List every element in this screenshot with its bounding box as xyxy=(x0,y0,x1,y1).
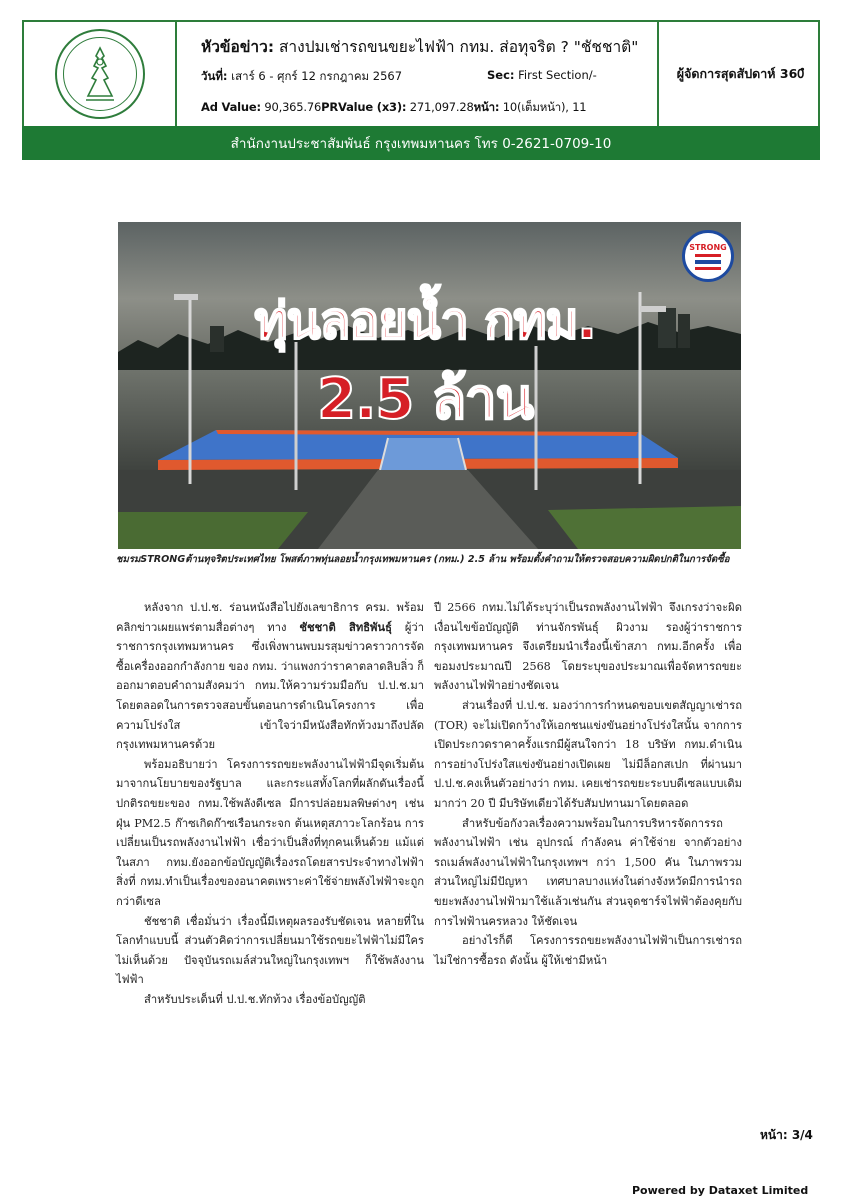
date-label: วันที่: xyxy=(201,69,228,83)
article-paragraph: ชัชชาติ เชื่อมั่นว่า เรื่องนี้มีเหตุผลรองรับชัดเจน หลายที่ในโลกทำแบบนี้ ส่วนตัวคิดว่าการเปลี่ยนมาใช้รถขยะไฟฟ้าไม่มีใครไม่เห็นด้วย ปัจจุบันรถเมล์ส่วนใหญ่ในกรุงเทพฯ ก็ใช้พลังงานไฟฟ้า xyxy=(116,914,424,987)
article-paragraph: พร้อมอธิบายว่า โครงการรถขยะพลังงานไฟฟ้ามีจุดเริ่มต้นมาจากนโยบายของรัฐบาล และกระแสทั้งโลกที่ผลักดันเรื่องนี้ ปกติรถขยะของ กทม.ใช้พลังดีเซล มีการปล่อยมลพิษต่างๆ เช่น ฝุ่น PM2.5 ก๊าซเกิดก๊าซเรือนกระจก ต้นเหตุสภาวะโลกร้อน การเปลี่ยนเป็นรถพลังงานไฟฟ้า เชื่อว่าเป็นสิ่งที่ทุกคนเห็นด้วย แม้แต่ในสภา กทม.ยังออกข้อบัญญัติเรื่องรถโดยสารประจำทางไฟฟ้า สิ่งที่ กทม.ทำเป็นเรื่องของอนาคตเพราะค่าใช้จ่ายพลังไฟฟ้าจะถูกกว่าดีเซล xyxy=(116,757,424,908)
article-paragraph xyxy=(116,598,424,755)
strong-badge-text: STRONG xyxy=(689,242,727,252)
logo-cell xyxy=(24,22,177,126)
thai-flag-icon xyxy=(695,254,721,270)
article-column-left xyxy=(116,598,424,1009)
ad-value: 90,365.76 xyxy=(264,100,322,114)
date-text: เสาร์ 6 - ศุกร์ 12 กรกฎาคม 2567 xyxy=(231,69,403,83)
value-row xyxy=(201,99,586,117)
publication-name: ผู้จัดการสุดสัปดาห์ 360ํ xyxy=(676,66,805,81)
clipping-info xyxy=(179,22,659,126)
headline-text: สางปมเช่ารถขนขยะไฟฟ้า กทม. ส่อทุจริต ? "ชัชชาติ" xyxy=(278,38,639,56)
bma-seal-logo xyxy=(55,29,145,119)
clipping-header xyxy=(22,20,820,126)
strong-badge-logo xyxy=(682,230,734,282)
page-value: 10(เต็มหน้า), 11 xyxy=(502,100,587,114)
powered-by-credit: Powered by Dataxet Limited xyxy=(632,1184,809,1197)
page-indicator: หน้า: 3/4 xyxy=(760,1128,813,1142)
ad-value-label: Ad Value: xyxy=(201,100,261,114)
paragraph-text: ผู้ว่าราชการกรุงเทพมหานคร ซึ่งเพิ่งพานพบมรสุมข่าวคราวการจัดซื้อเครื่องออกกำลังกาย ของ กทม. ว่าแพงกว่าราคาตลาดลิบลิ่ว ก็ออกมาตอบคำถามสังคมว่า กทม.ให้ความร่วมมือกับ ป.ป.ช.มาโดยตลอดในการตรวจสอบขั้นตอนการดำเนินโครงการ เพื่อความโปร่งใส เข้าใจว่ามีหนังสือทักท้วงมาถึงปลัดกรุงเทพมหานครด้วย xyxy=(116,620,424,752)
office-contact-bar: สำนักงานประชาสัมพันธ์ กรุงเทพมหานคร โทร 0-2621-0709-10 xyxy=(22,126,820,160)
article-paragraph: ส่วนเรื่องที่ ป.ป.ช. มองว่าการกำหนดขอบเขตสัญญาเช่ารถ (TOR) จะไม่เปิดกว้างให้เอกชนแข่งขันอย่างโปร่งใสนั้น จากการเปิดประกวดราคาครั้งแรกมีผู้สนใจกว่า 18 บริษัท กทม.ดำเนินการอย่างโปร่งใสแข่งขันอย่างเปิดเผย ไม่มีล็อกสเปก ที่ผ่านมา ป.ป.ช.คงเห็นตัวอย่างว่า กทม. เคยเช่ารถขยะระบบดีเซลแบบเดิมมากว่า 20 ปี มีบริษัทเดียวได้รับสัมปทานมาโดยตลอด xyxy=(434,698,742,810)
person-name: ชัชชาติ สิทธิพันธุ์ xyxy=(299,619,392,634)
headline-row xyxy=(201,34,638,59)
section-text: First Section/- xyxy=(518,68,597,82)
article-paragraph: อย่างไรก็ดี โครงการรถขยะพลังงานไฟฟ้าเป็นการเช่ารถ ไม่ใช่การซื้อรถ ดังนั้น ผู้ให้เช่ามีหน้า xyxy=(434,934,742,967)
article-paragraph: สำหรับประเด็นที่ ป.ป.ช.ทักท้วง เรื่องข้อบัญญัติ xyxy=(144,992,366,1006)
paragraph-text: หลังจาก ป.ป.ช. ร่อนหนังสือไปยังเลขาธิการ ครม. พร้อมคลิกข่าวเผยแพร่ตามสื่อต่างๆ ทาง xyxy=(116,601,424,634)
deity-figure-icon xyxy=(78,44,122,104)
section-label: Sec: xyxy=(487,68,515,82)
photo-headline-line2: 2.5 ล้าน xyxy=(317,367,533,432)
article-paragraph: ปี 2566 กทม.ไม่ได้ระบุว่าเป็นรถพลังงานไฟฟ้า จึงเกรงว่าจะผิดเงื่อนไขข้อบัญญัติ ท่านจักรพันธุ์ ผิวงาม รองผู้ว่าราชการกรุงเทพมหานคร จึงเตรียมนำเรื่องนี้เข้าสภา กทม.อีกครั้ง เพื่อขอมงประมาณปี 2568 โดยระบุของประมาณเพื่อจัดหารถขยะพลังงานไฟฟ้าอย่างชัดเจน xyxy=(434,601,742,693)
headline-label: หัวข้อข่าว: xyxy=(201,38,275,56)
article-column-right xyxy=(434,598,742,970)
photo-caption: ชมรมSTRONGต้านทุจริตประเทศไทย โพสต์ภาพทุ่นลอยน้ำกรุงเทพมหานคร (กทม.) 2.5 ล้าน พร้อมตั้งคำถามให้ตรวจสอบความผิดปกติในการจัดซื้อ xyxy=(116,554,730,565)
page-label: หน้า: xyxy=(473,100,500,114)
article-paragraph: สำหรับข้อกังวลเรื่องความพร้อมในการบริหารจัดการรถพลังงานไฟฟ้า เช่น อุปกรณ์ กำลังคน ค่าใช้จ่าย จากตัวอย่างรถเมล์พลังงานไฟฟ้าในกรุงเทพฯ กว่า 1,500 คัน ในภาพรวมส่วนใหญ่ไม่มีปัญหา เทศบาลบางแห่งในต่างจังหวัดมีการนำรถขยะพลังงานไฟฟ้ามาใช้แล้วเช่นกัน ส่วนจุดชาร์จไฟฟ้าต้องคุยกับการไฟฟ้านครหลวง ให้ชัดเจน xyxy=(434,816,742,928)
pr-value: 271,097.28 xyxy=(409,100,474,114)
date-row xyxy=(201,68,402,86)
seal-inner-ring xyxy=(63,37,137,111)
section-row xyxy=(487,68,597,82)
photo-headline-line1: ทุ่นลอยน้ำ กทม. xyxy=(254,292,596,350)
news-photo xyxy=(118,222,741,549)
pr-value-label: PRValue (x3): xyxy=(321,100,407,114)
